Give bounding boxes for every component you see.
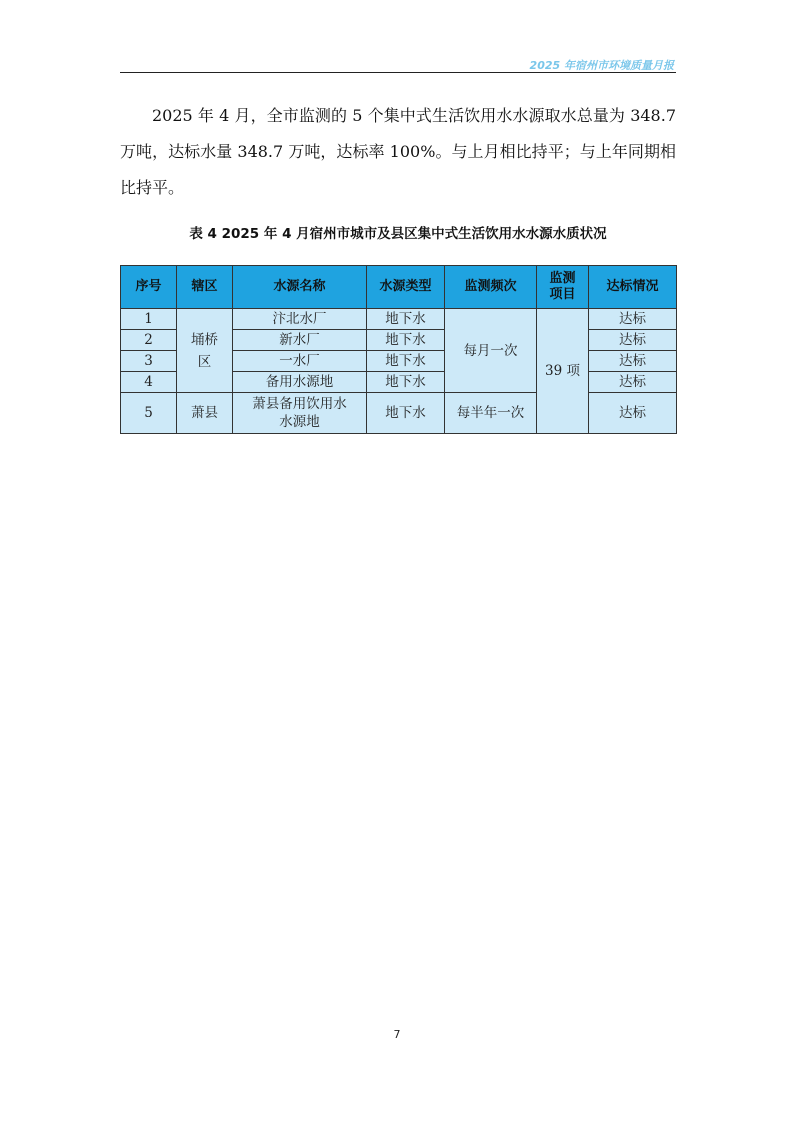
page-number: 7 [393,1028,401,1041]
cell-index: 1 [121,309,177,330]
cell-source-type: 地下水 [367,393,445,434]
header-monitoring-items [537,266,589,309]
cell-index: 2 [121,330,177,351]
cell-index: 4 [121,372,177,393]
table-caption: 表 4 2025 年 4 月宿州市城市及县区集中式生活饮用水水源水质状况 [189,226,607,242]
cell-status: 达标 [589,351,677,372]
header-source-name: 水源名称 [233,266,367,309]
cell-source-name: 新水厂 [233,330,367,351]
cell-source-name: 备用水源地 [233,372,367,393]
report-header-title: 2025 年宿州市环境质量月报 [529,59,674,72]
cell-district: 萧县 [177,393,233,434]
cell-monitoring-items: 39 项 [537,309,589,434]
cell-source-type: 地下水 [367,330,445,351]
water-quality-table [120,265,677,434]
cell-source-name: 汴北水厂 [233,309,367,330]
cell-district-group [177,309,233,393]
cell-frequency [445,393,537,434]
cell-index: 3 [121,351,177,372]
header-frequency: 监测频次 [445,266,537,309]
cell-source-type: 地下水 [367,309,445,330]
header-source-type: 水源类型 [367,266,445,309]
table-row [121,393,677,434]
table-header-row [121,266,677,309]
cell-source-name [233,393,367,434]
cell-source-name-text: 萧县备用饮用水水源地 [252,396,347,430]
header-monitoring-items-text: 监测项目 [549,271,576,302]
header-index: 序号 [121,266,177,309]
cell-source-type: 地下水 [367,351,445,372]
cell-source-name: 一水厂 [233,351,367,372]
cell-status: 达标 [589,330,677,351]
cell-index: 5 [121,393,177,434]
summary-paragraph: 2025 年 4 月，全市监测的 5 个集中式生活饮用水水源取水总量为 348.7 万吨，达标水量 348.7 万吨，达标率 100%。与上月相比持平；与上年同期相比持平。 [120,106,676,197]
cell-status: 达标 [589,309,677,330]
header-divider [120,72,676,73]
cell-status: 达标 [589,372,677,393]
header-district: 辖区 [177,266,233,309]
cell-source-type: 地下水 [367,372,445,393]
table-row [121,309,677,330]
cell-district-group-text: 埇桥区 [191,331,218,370]
header-status: 达标情况 [589,266,677,309]
cell-frequency-text: 每半年一次 [456,405,525,421]
cell-status: 达标 [589,393,677,434]
cell-frequency-group: 每月一次 [445,309,537,393]
